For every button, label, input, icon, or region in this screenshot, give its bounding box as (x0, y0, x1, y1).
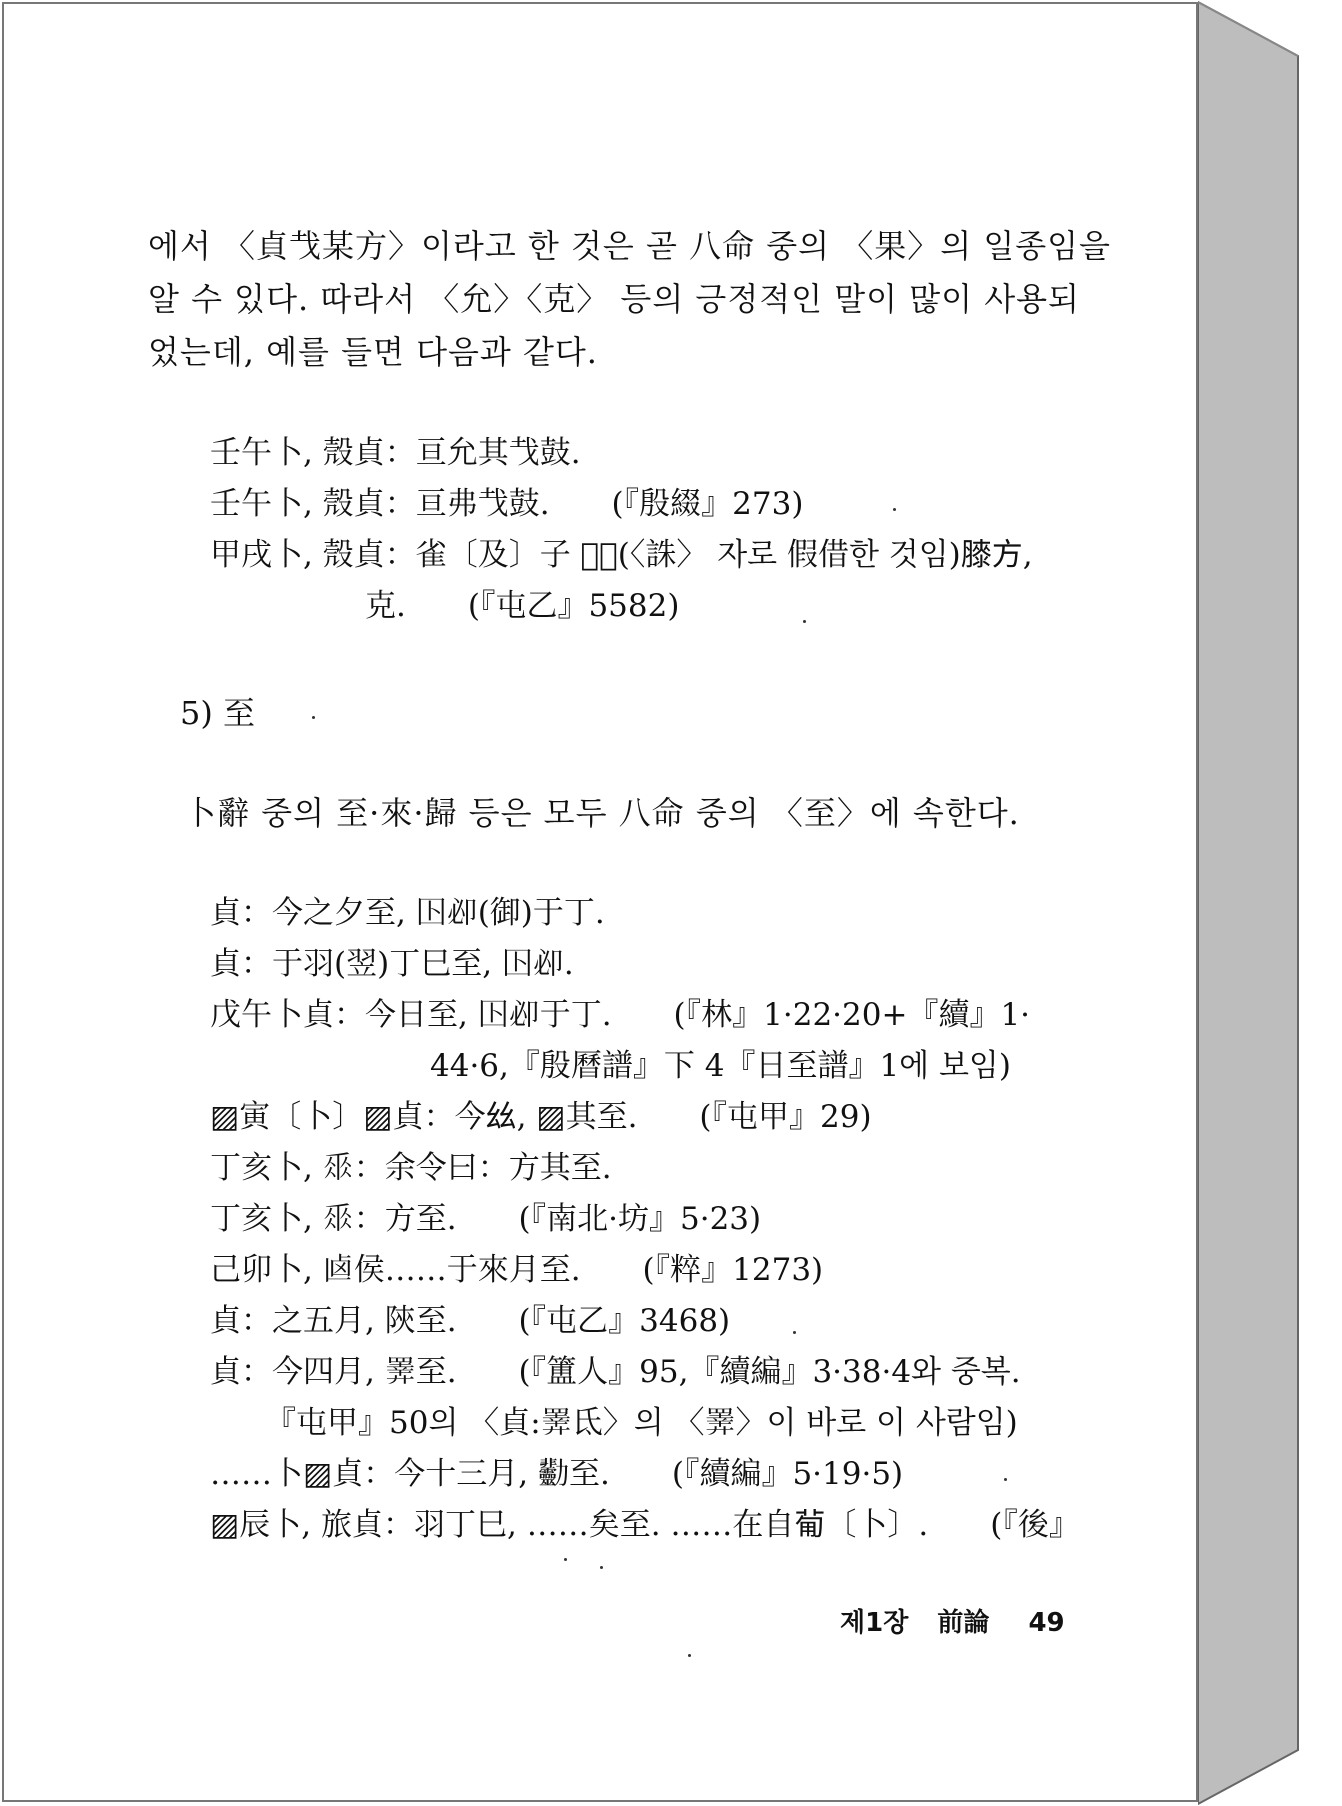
quote-line: ▨寅〔卜〕▨貞：今𢆶, ▨其至. (『屯甲』29) (210, 1099, 872, 1135)
scan-speck (803, 620, 806, 623)
quote-line: 丁亥卜, 𠂹：余令曰：方其至. (210, 1150, 612, 1186)
quote-block-2 (210, 888, 1080, 1551)
scan-speck (893, 508, 896, 511)
quote-line: 44·6,『殷曆譜』下 4『日至譜』1에 보임) (430, 1048, 1011, 1084)
section-intro: 卜辭 중의 至·來·歸 등은 모두 八命 중의 〈至〉에 속한다. (184, 794, 1020, 832)
page-footer (840, 1602, 1065, 1639)
quote-line: 貞：之五月, 陝至. (『屯乙』3468) (210, 1303, 731, 1339)
scan-speck (600, 1566, 603, 1569)
section-heading: 5) 至 (180, 694, 256, 732)
body-line: 었는데, 예를 들면 다음과 같다. (148, 333, 598, 371)
quote-line: 戊午卜貞：今日至, 𡆥𠨘于丁. (『林』1·22·20+『續』1· (210, 997, 1031, 1033)
quote-line: 克. (『屯乙』5582) (365, 588, 680, 624)
quote-line: 壬午卜, 殼貞：亘允其𢦏鼓. (210, 435, 581, 471)
quote-line: 貞：今四月, 𢍰至. (『簠人』95,『續編』3·38·4와 중복. (210, 1354, 1021, 1390)
body-paragraph (148, 220, 1111, 379)
scan-speck (793, 1331, 796, 1334)
footer-title: 前論 (937, 1608, 990, 1638)
body-line: 알 수 있다. 따라서 〈允〉〈克〉 등의 긍정적인 말이 많이 사용되 (148, 280, 1080, 318)
scan-speck (688, 1654, 691, 1657)
quote-line: 貞：今之夕至, 𡆥𠨘(御)于丁. (210, 895, 605, 931)
quote-block-1 (210, 428, 1033, 632)
quote-line: ……卜▨貞：今十三月, 𠣋至. (『續編』5·19·5) (210, 1456, 904, 1492)
quote-line: ▨辰卜, 旅貞：羽丁巳, ……矣至. ……在自𤰈〔卜〕. (『後』 (210, 1507, 1080, 1543)
footer-chapter: 제1장 (840, 1608, 909, 1638)
quote-line: 丁亥卜, 𠂹：方至. (『南北·坊』5·23) (210, 1201, 762, 1237)
book-spine (1198, 0, 1318, 1806)
scan-speck (564, 1558, 567, 1561)
quote-line: 貞：于羽(翌)丁巳至, 𡆥𠨘. (210, 946, 574, 982)
body-line: 에서 〈貞𢦏某方〉이라고 한 것은 곧 八命 중의 〈果〉의 일종임을 (148, 227, 1111, 265)
page-number: 49 (1028, 1608, 1065, 1638)
book-spine-shape (1198, 0, 1318, 1806)
quote-line: 『屯甲』50의 〈貞:𢍰氐〉의 〈𢍰〉이 바로 이 사람임) (265, 1405, 1018, 1441)
scan-speck (1004, 1478, 1007, 1481)
quote-line: 己卯卜, 𠧟侯……于來月至. (『粹』1273) (210, 1252, 824, 1288)
quote-line: 甲戌卜, 殼貞：雀〔及〕子 𦎫𢓊(〈誅〉 자로 假借한 것임)𦡀方, (210, 537, 1033, 573)
scan-speck (312, 716, 315, 719)
quote-line: 壬午卜, 殼貞：亘弗𢦏鼓. (『殷綴』273) (210, 486, 804, 522)
